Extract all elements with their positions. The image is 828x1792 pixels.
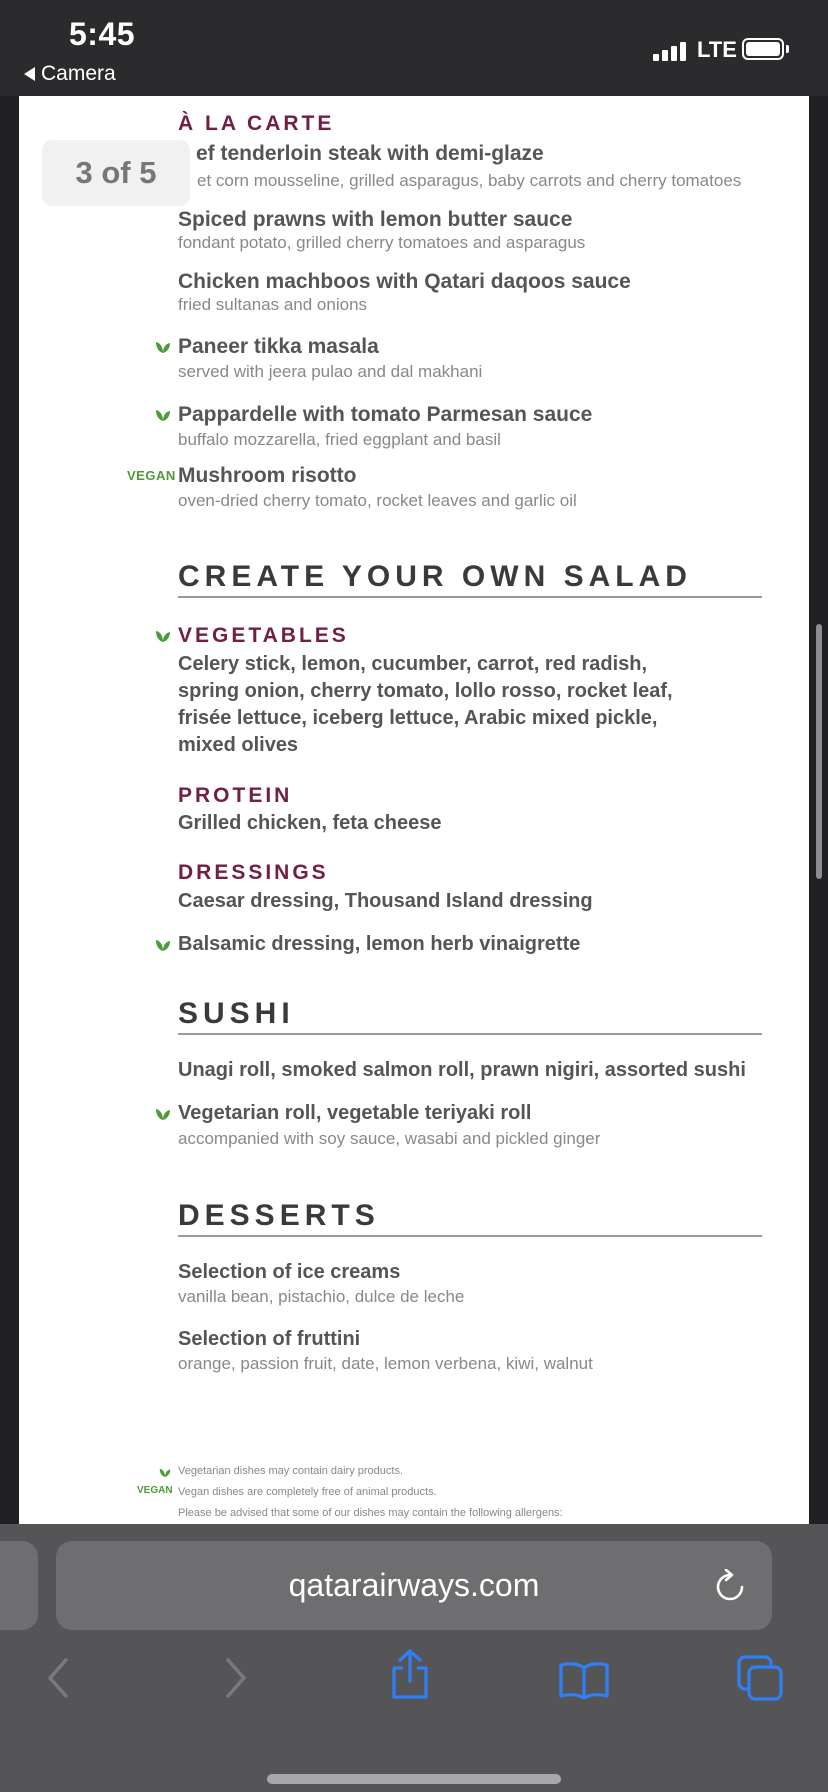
scrollbar[interactable] [816, 624, 822, 879]
sushi-desc: accompanied with soy sauce, wasabi and pickled ginger [178, 1129, 601, 1148]
bookmarks-icon[interactable] [558, 1660, 610, 1700]
leaf-icon [155, 938, 171, 952]
home-indicator[interactable] [267, 1774, 561, 1784]
dish-name: ef tenderloin steak with demi-glaze [196, 142, 544, 165]
dessert-desc: vanilla bean, pistachio, dulce de leche [178, 1287, 465, 1306]
vegan-tag: VEGAN [137, 1485, 173, 1496]
dish-desc: et corn mousseline, grilled asparagus, baby carrots and cherry tomatoes [197, 171, 742, 190]
network-type: LTE [697, 37, 737, 62]
dressings-list: Caesar dressing, Thousand Island dressing [178, 890, 593, 912]
leaf-icon [155, 408, 171, 422]
vegan-tag: VEGAN [127, 468, 176, 483]
back-to-camera-button[interactable] [24, 62, 116, 86]
share-icon[interactable] [388, 1648, 432, 1700]
dish-desc: served with jeera pulao and dal makhani [178, 362, 483, 381]
leaf-icon [155, 340, 171, 354]
leaf-icon [155, 629, 171, 643]
footnote-vegan: Vegan dishes are completely free of animal products. [178, 1486, 437, 1498]
section-heading-sushi: SUSHI [178, 997, 762, 1035]
forward-arrow-icon[interactable] [222, 1656, 250, 1700]
url-text: qatarairways.com [288, 1567, 540, 1603]
status-time: 5:45 [69, 16, 136, 52]
dish-desc: fondant potato, grilled cherry tomatoes and asparagus [178, 233, 586, 252]
menu-page [19, 96, 809, 1524]
leaf-icon [155, 1107, 171, 1121]
section-title-a-la-carte: À LA CARTE [178, 112, 335, 135]
dish-name: Pappardelle with tomato Parmesan sauce [178, 403, 593, 426]
veg-dressings-list: Balsamic dressing, lemon herb vinaigrette [178, 933, 581, 955]
dish-name: Spiced prawns with lemon butter sauce [178, 208, 573, 231]
dish-desc: buffalo mozzarella, fried eggplant and basil [178, 430, 501, 449]
protein-list: Grilled chicken, feta cheese [178, 812, 442, 834]
reload-icon[interactable] [714, 1569, 746, 1603]
back-triangle-icon [24, 67, 35, 81]
address-bar[interactable] [56, 1541, 772, 1630]
footnote-allergens: Please be advised that some of our dishes may contain the following allergens: [178, 1507, 563, 1519]
dessert-name: Selection of fruttini [178, 1328, 361, 1350]
dish-name: Mushroom risotto [178, 464, 357, 487]
page-counter: 3 of 5 [42, 140, 190, 206]
subsection-title-protein: PROTEIN [178, 784, 293, 807]
signal-icon [653, 39, 686, 61]
dish-name: Chicken machboos with Qatari daqoos sauce [178, 270, 631, 293]
subsection-title-dressings: DRESSINGS [178, 861, 329, 884]
pdf-viewer[interactable] [0, 96, 828, 1524]
sushi-list: Unagi roll, smoked salmon roll, prawn nigiri, assorted sushi [178, 1059, 746, 1081]
dish-desc: fried sultanas and onions [178, 295, 368, 314]
footnote-vegetarian: Vegetarian dishes may contain dairy products. [178, 1465, 404, 1477]
dish-desc: oven-dried cherry tomato, rocket leaves and garlic oil [178, 491, 577, 510]
dessert-name: Selection of ice creams [178, 1261, 401, 1283]
section-heading-salad: CREATE YOUR OWN SALAD [178, 560, 762, 598]
section-heading-desserts: DESSERTS [178, 1199, 762, 1237]
dish-name: Paneer tikka masala [178, 335, 379, 358]
back-label: Camera [41, 62, 116, 85]
battery-icon [742, 38, 784, 60]
leaf-icon [159, 1467, 171, 1478]
previous-tab-peek[interactable] [0, 1541, 38, 1630]
veg-sushi-list: Vegetarian roll, vegetable teriyaki roll [178, 1102, 532, 1124]
back-arrow-icon[interactable] [44, 1656, 72, 1700]
browser-toolbar [0, 1524, 828, 1792]
dessert-desc: orange, passion fruit, date, lemon verbena, kiwi, walnut [178, 1354, 593, 1373]
subsection-title-vegetables: VEGETABLES [178, 624, 349, 647]
tabs-icon[interactable] [736, 1654, 784, 1702]
status-bar [0, 0, 828, 96]
vegetables-list: Celery stick, lemon, cucumber, carrot, red radish, spring onion, cherry tomato, lollo rosso, rocket leaf, frisée lettuce, iceberg lettuce, Arabic mixed pickle, mixed olives [178, 653, 673, 756]
